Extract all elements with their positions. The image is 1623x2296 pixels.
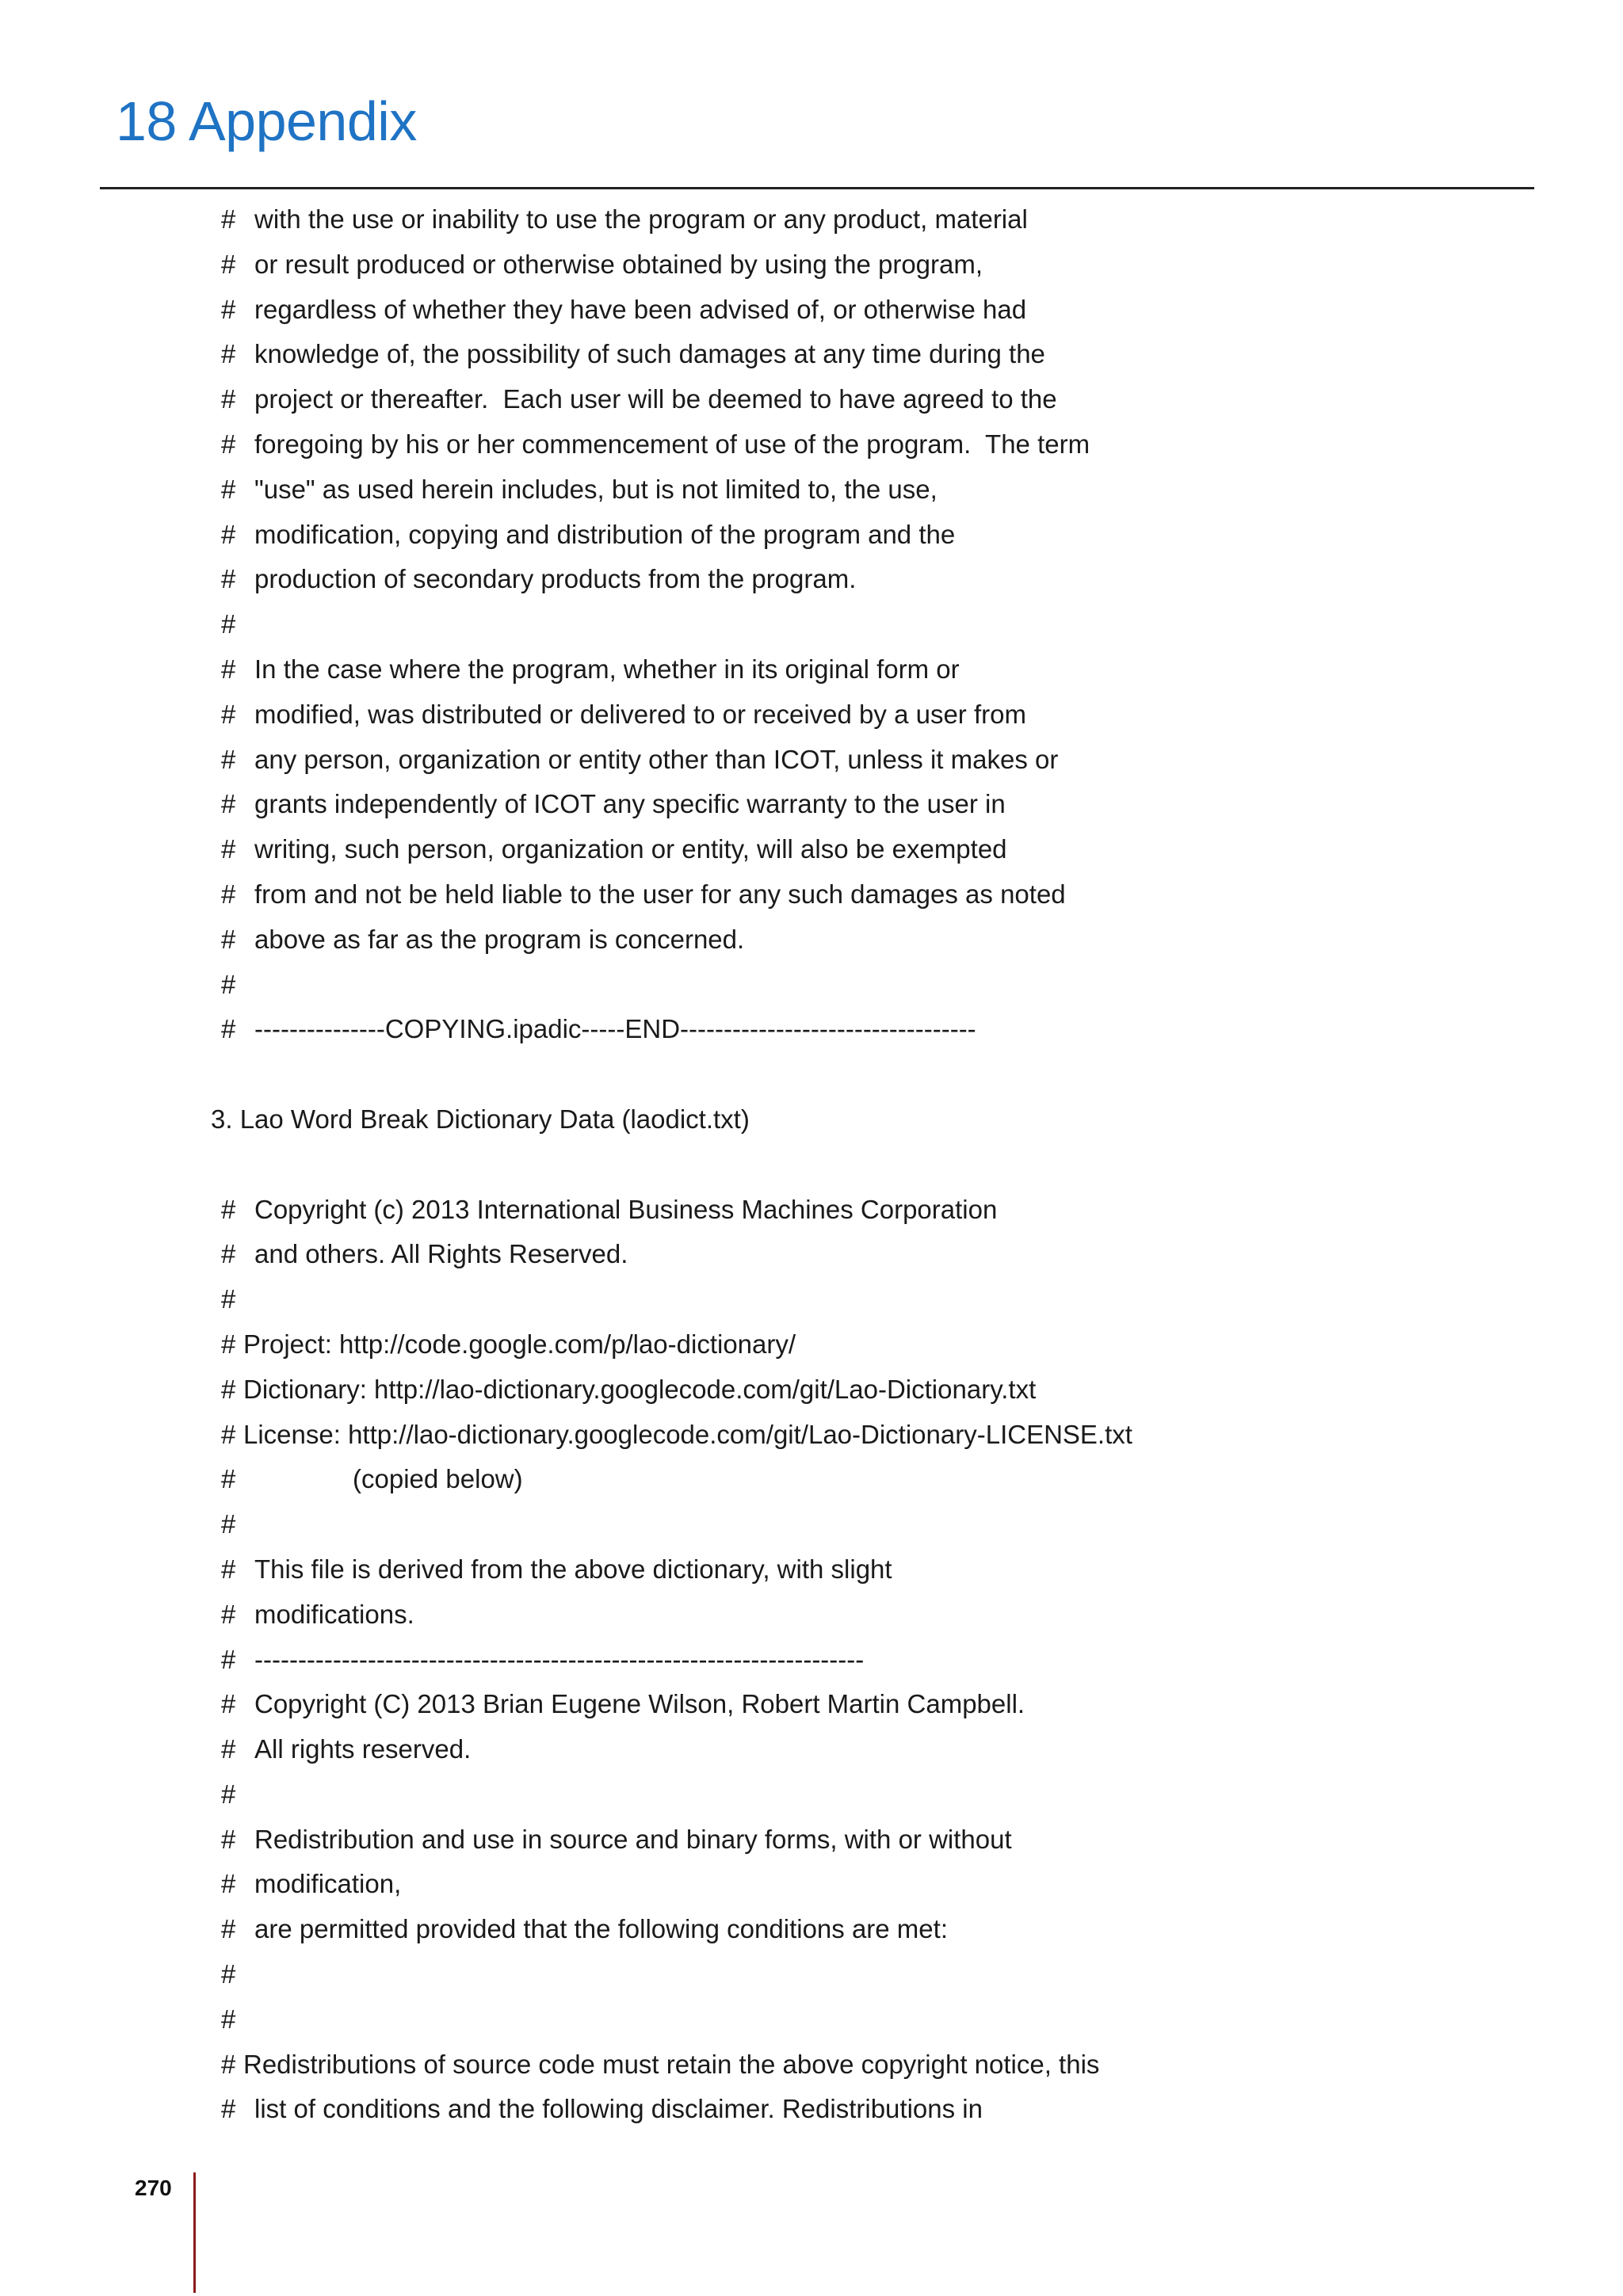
license-text-block	[0, 197, 1623, 2132]
text-line	[0, 1142, 1623, 1188]
comment-marker: #	[221, 879, 236, 909]
comment-marker: #	[221, 204, 236, 234]
text-line	[0, 872, 1623, 917]
line-text: Redistributions of source code must retain the above copyright notice, this	[243, 2049, 1100, 2079]
line-text: any person, organization or entity other than ICOT, unless it makes or	[254, 744, 1059, 774]
comment-marker: #	[221, 1239, 236, 1269]
text-line	[0, 1907, 1623, 1952]
text-line	[0, 782, 1623, 827]
line-text: ---------------COPYING.ipadic-----END----------------------------------	[254, 1014, 976, 1044]
line-text: Redistribution and use in source and binary forms, with or without	[254, 1824, 1012, 1854]
text-line	[0, 2042, 1623, 2088]
line-text: with the use or inability to use the program or any product, material	[254, 204, 1028, 234]
text-line	[0, 1322, 1623, 1367]
comment-marker: #	[221, 789, 236, 819]
header-rule	[100, 187, 1534, 189]
comment-marker: #	[221, 1869, 236, 1899]
section-heading: 3. Lao Word Break Dictionary Data (laodict.txt)	[211, 1104, 750, 1134]
comment-marker: #	[221, 1464, 236, 1494]
comment-marker: #	[221, 1509, 236, 1539]
text-line	[0, 1188, 1623, 1233]
text-line	[0, 467, 1623, 513]
text-line	[0, 1952, 1623, 1997]
comment-marker: #	[221, 1959, 236, 1989]
text-line	[0, 288, 1623, 333]
line-text: and others. All Rights Reserved.	[254, 1239, 628, 1269]
comment-marker: #	[221, 924, 236, 954]
text-line	[0, 1817, 1623, 1863]
text-line	[0, 2087, 1623, 2132]
line-text: modification, copying and distribution of the program and the	[254, 519, 956, 549]
text-line	[0, 1682, 1623, 1727]
comment-marker: #	[221, 429, 236, 459]
line-text: Copyright (C) 2013 Brian Eugene Wilson, Robert Martin Campbell.	[254, 1689, 1025, 1719]
text-line	[0, 1727, 1623, 1772]
line-text: Project: http://code.google.com/p/lao-dictionary/	[243, 1329, 796, 1359]
line-text: modified, was distributed or delivered to or received by a user from	[254, 699, 1026, 729]
line-text: (copied below)	[353, 1464, 523, 1494]
text-line	[0, 738, 1623, 783]
line-text: regardless of whether they have been advised of, or otherwise had	[254, 294, 1027, 324]
text-line	[0, 1007, 1623, 1052]
text-line	[0, 1997, 1623, 2042]
text-line	[0, 1457, 1623, 1502]
text-line	[0, 1367, 1623, 1413]
comment-marker: #	[221, 1194, 236, 1224]
comment-marker: #	[221, 294, 236, 324]
text-line	[0, 647, 1623, 692]
line-text: Dictionary: http://lao-dictionary.googlecode.com/git/Lao-Dictionary.txt	[243, 1374, 1037, 1404]
text-line	[0, 513, 1623, 558]
comment-marker: #	[221, 474, 236, 504]
text-line	[0, 1232, 1623, 1277]
comment-marker: #	[221, 1914, 236, 1944]
line-text: or result produced or otherwise obtained by using the program,	[254, 249, 983, 279]
page-number: 270	[135, 2176, 172, 2200]
comment-marker: #	[221, 519, 236, 549]
line-text: are permitted provided that the following conditions are met:	[254, 1914, 948, 1944]
line-text: Copyright (c) 2013 International Business Machines Corporation	[254, 1194, 998, 1224]
comment-marker: #	[221, 699, 236, 729]
line-text: "use" as used herein includes, but is not limited to, the use,	[254, 474, 938, 504]
comment-marker: #	[221, 1824, 236, 1854]
comment-marker: #	[221, 744, 236, 774]
footer-rule	[193, 2172, 196, 2293]
line-text: knowledge of, the possibility of such damages at any time during the	[254, 339, 1045, 369]
comment-marker: #	[221, 339, 236, 369]
comment-marker: #	[221, 834, 236, 864]
comment-marker: #	[221, 1689, 236, 1719]
line-text: list of conditions and the following disclaimer. Redistributions in	[254, 2094, 983, 2124]
line-text: This file is derived from the above dictionary, with slight	[254, 1554, 892, 1584]
text-line	[0, 1772, 1623, 1817]
line-text: modification,	[254, 1869, 402, 1899]
text-line	[0, 1413, 1623, 1458]
comment-marker: #	[221, 1779, 236, 1809]
comment-marker: #	[221, 1644, 236, 1674]
text-line	[0, 1097, 1623, 1142]
comment-marker: #	[221, 1014, 236, 1044]
line-text: ----------------------------------------------------------------------	[254, 1644, 865, 1674]
comment-marker: #	[221, 969, 236, 999]
comment-marker: #	[221, 2004, 236, 2034]
comment-marker: #	[221, 1284, 236, 1314]
line-text: In the case where the program, whether in its original form or	[254, 654, 960, 684]
comment-marker: #	[221, 654, 236, 684]
comment-marker: #	[221, 2094, 236, 2124]
line-text: writing, such person, organization or entity, will also be exempted	[254, 834, 1007, 864]
comment-marker: #	[221, 2049, 236, 2079]
text-line	[0, 197, 1623, 242]
text-line	[0, 963, 1623, 1008]
text-line	[0, 377, 1623, 422]
text-line	[0, 1277, 1623, 1322]
line-text: production of secondary products from the program.	[254, 564, 857, 594]
chapter-title: 18 Appendix	[116, 90, 417, 152]
text-line	[0, 1592, 1623, 1638]
comment-marker: #	[221, 1599, 236, 1629]
comment-marker: #	[221, 384, 236, 414]
comment-marker: #	[221, 1374, 236, 1404]
text-line	[0, 242, 1623, 288]
comment-marker: #	[221, 1554, 236, 1584]
comment-marker: #	[221, 564, 236, 594]
text-line	[0, 557, 1623, 602]
line-text: grants independently of ICOT any specific warranty to the user in	[254, 789, 1006, 819]
comment-marker: #	[221, 249, 236, 279]
comment-marker: #	[221, 1734, 236, 1764]
text-line	[0, 692, 1623, 738]
line-text: from and not be held liable to the user for any such damages as noted	[254, 879, 1066, 909]
text-line	[0, 827, 1623, 872]
text-line	[0, 602, 1623, 647]
line-text: foregoing by his or her commencement of use of the program. The term	[254, 429, 1090, 459]
line-text: modifications.	[254, 1599, 414, 1629]
comment-marker: #	[221, 609, 236, 639]
text-line	[0, 917, 1623, 963]
comment-marker: #	[221, 1419, 236, 1449]
text-line	[0, 1547, 1623, 1592]
text-line	[0, 332, 1623, 377]
comment-marker: #	[221, 1329, 236, 1359]
text-line	[0, 1052, 1623, 1097]
line-text: All rights reserved.	[254, 1734, 472, 1764]
text-line	[0, 422, 1623, 467]
text-line	[0, 1862, 1623, 1907]
line-text: project or thereafter. Each user will be deemed to have agreed to the	[254, 384, 1057, 414]
text-line	[0, 1502, 1623, 1547]
text-line	[0, 1638, 1623, 1683]
line-text: License: http://lao-dictionary.googlecode.com/git/Lao-Dictionary-LICENSE.txt	[243, 1419, 1132, 1449]
line-text: above as far as the program is concerned.	[254, 924, 745, 954]
